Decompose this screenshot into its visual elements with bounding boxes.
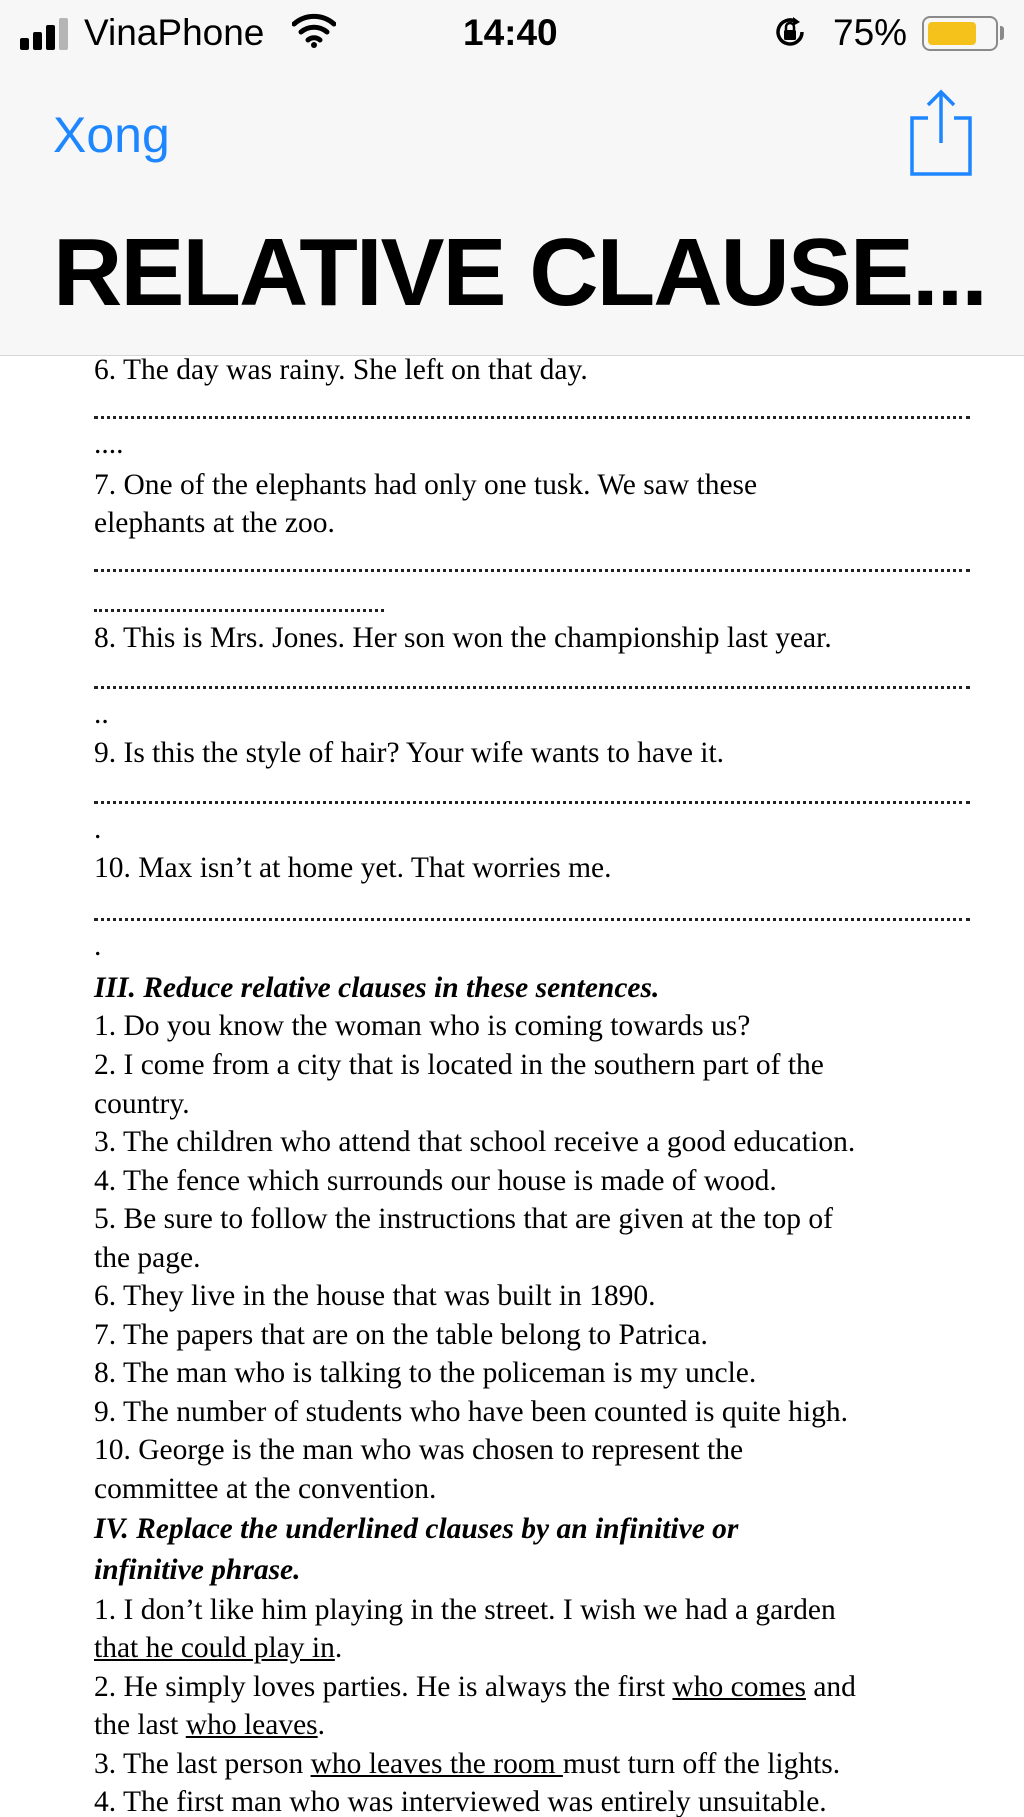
battery-icon xyxy=(922,16,998,51)
exercise-item: 6. The day was rainy. She left on that day. xyxy=(94,356,588,386)
replace-item: 1. I don’t like him playing in the street. I wish we had a garden xyxy=(94,1594,836,1626)
reduce-item-continued: the page. xyxy=(94,1242,201,1274)
answer-line xyxy=(94,918,970,921)
app-header xyxy=(0,0,1024,356)
section-heading: IV. Replace the underlined clauses by an infinitive or xyxy=(94,1513,739,1545)
answer-line-tail: . xyxy=(94,930,102,962)
underlined-clause: who comes xyxy=(672,1671,806,1703)
answer-line-short xyxy=(94,609,384,612)
reduce-item: 8. The man who is talking to the policeman is my uncle. xyxy=(94,1357,757,1389)
replace-item: 3. The last person who leaves the room must turn off the lights. xyxy=(94,1748,841,1780)
share-icon[interactable] xyxy=(908,88,974,178)
underlined-clause: who leaves xyxy=(185,1709,318,1741)
reduce-item: 5. Be sure to follow the instructions that are given at the top of xyxy=(94,1203,833,1235)
answer-line xyxy=(94,569,970,572)
exercise-item-continued: elephants at the zoo. xyxy=(94,507,335,539)
underlined-clause: who leaves the room xyxy=(310,1748,563,1780)
reduce-item: 1. Do you know the woman who is coming towards us? xyxy=(94,1010,751,1042)
exercise-item: 8. This is Mrs. Jones. Her son won the championship last year. xyxy=(94,622,832,654)
section-heading: III. Reduce relative clauses in these sentences. xyxy=(94,972,660,1004)
reduce-item: 9. The number of students who have been counted is quite high. xyxy=(94,1396,849,1428)
replace-item: 4. The first man who was interviewed was entirely unsuitable. xyxy=(94,1786,827,1817)
orientation-lock-icon xyxy=(772,14,808,50)
battery-level-fill xyxy=(928,22,976,45)
reduce-item-continued: country. xyxy=(94,1088,190,1120)
carrier-name: VinaPhone xyxy=(84,12,265,53)
reduce-item-continued: committee at the convention. xyxy=(94,1473,437,1505)
replace-item: 2. He simply loves parties. He is always the first who comes and xyxy=(94,1671,856,1703)
reduce-item: 4. The fence which surrounds our house is made of wood. xyxy=(94,1165,777,1197)
signal-icon xyxy=(20,16,72,50)
exercise-item: 7. One of the elephants had only one tusk. We saw these xyxy=(94,469,758,501)
reduce-item: 3. The children who attend that school receive a good education. xyxy=(94,1126,856,1158)
answer-line xyxy=(94,801,970,804)
reduce-item: 10. George is the man who was chosen to represent the xyxy=(94,1434,744,1466)
reduce-item: 7. The papers that are on the table belong to Patrica. xyxy=(94,1319,708,1351)
replace-item-continued: that he could play in. xyxy=(94,1632,343,1664)
status-bar xyxy=(0,0,1024,66)
section-heading-continued: infinitive phrase. xyxy=(94,1554,301,1586)
answer-line-tail: .. xyxy=(94,698,109,730)
exercise-item: 10. Max isn’t at home yet. That worries me. xyxy=(94,852,612,884)
answer-line xyxy=(94,416,970,419)
answer-line-tail: .... xyxy=(94,428,124,460)
reduce-item: 2. I come from a city that is located in the southern part of the xyxy=(94,1049,824,1081)
underlined-clause: that he could play in xyxy=(94,1632,335,1664)
status-time: 14:40 xyxy=(463,12,558,53)
exercise-item: 9. Is this the style of hair? Your wife wants to have it. xyxy=(94,737,725,769)
battery-cap xyxy=(1000,26,1004,40)
replace-item-continued: the last who leaves. xyxy=(94,1709,326,1741)
reduce-item: 6. They live in the house that was built in 1890. xyxy=(94,1280,656,1312)
document-viewer[interactable] xyxy=(0,356,1024,1817)
wifi-icon xyxy=(292,12,336,48)
document-title: RELATIVE CLAUSE... xyxy=(53,219,986,326)
done-button[interactable]: Xong xyxy=(53,107,170,163)
battery-percent: 75% xyxy=(833,12,908,53)
answer-line xyxy=(94,686,970,689)
answer-line-tail: . xyxy=(94,813,102,845)
